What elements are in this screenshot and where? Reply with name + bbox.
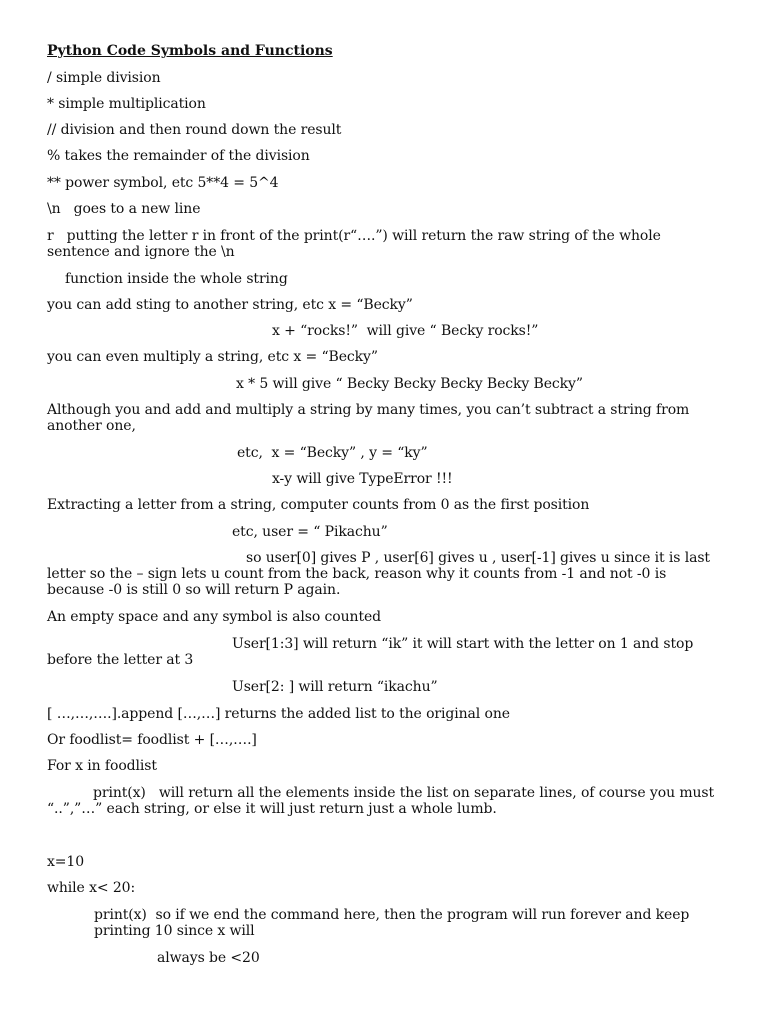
line-index-explanation: so user[0] gives P , user[6] gives u , user[-1] gives u since it is last letter so the – sign lets u count from the back, reason why it counts from -1 and not -0 is because -0 is still 0 so will return P again. [47, 550, 715, 598]
line-add-string: you can add sting to another string, etc x = “Becky” [47, 297, 413, 313]
line-user-example: etc, user = “ Pikachu” [232, 524, 388, 540]
line-floor-division: // division and then round down the result [47, 122, 342, 138]
line-always-less: always be <20 [157, 950, 260, 966]
line-simple-multiplication: * simple multiplication [47, 96, 206, 112]
line-slice-example: User[1:3] will return “ik” it will start with the letter on 1 and stop before the letter at 3 [47, 636, 698, 668]
line-subtract-example: etc, x = “Becky” , y = “ky” [237, 445, 428, 461]
line-append: [ …,…,….].append […,…] returns the added list to the original one [47, 706, 510, 722]
line-print-forever: print(x) so if we end the command here, then the program will run forever and keep printing 10 since x will [94, 907, 694, 939]
document-title: Python Code Symbols and Functions [47, 43, 333, 59]
line-slice-example-2: User[2: ] will return “ikachu” [232, 679, 438, 695]
line-multiply-example: x * 5 will give “ Becky Becky Becky Becky Becky” [236, 376, 583, 392]
line-multiply-string: you can even multiply a string, etc x = “Becky” [47, 349, 378, 365]
line-print-elements: print(x) will return all the elements inside the list on separate lines, of course you must “..”,”…” each string, or else it will just return just a whole lumb. [47, 785, 719, 817]
line-list-concat: Or foodlist= foodlist + […,….] [47, 732, 257, 748]
line-raw-string: r putting the letter r in front of the print(r“….”) will return the raw string of the whole sentence and ignore the \n [47, 228, 666, 260]
line-power: ** power symbol, etc 5**4 = 5^4 [47, 175, 279, 191]
line-extracting: Extracting a letter from a string, computer counts from 0 as the first position [47, 497, 590, 513]
line-simple-division: / simple division [47, 70, 161, 86]
line-add-example: x + “rocks!” will give “ Becky rocks!” [272, 323, 539, 339]
line-x-assign: x=10 [47, 854, 85, 870]
line-type-error: x-y will give TypeError !!! [272, 471, 453, 487]
line-empty-space: An empty space and any symbol is also counted [47, 609, 382, 625]
line-subtract-note: Although you and add and multiply a string by many times, you can’t subtract a string from another one, [47, 402, 694, 434]
line-newline: \n goes to a new line [47, 201, 201, 217]
line-raw-string-cont: function inside the whole string [65, 271, 288, 287]
line-modulo: % takes the remainder of the division [47, 148, 310, 164]
line-while: while x< 20: [47, 880, 136, 896]
line-for-loop: For x in foodlist [47, 758, 157, 774]
